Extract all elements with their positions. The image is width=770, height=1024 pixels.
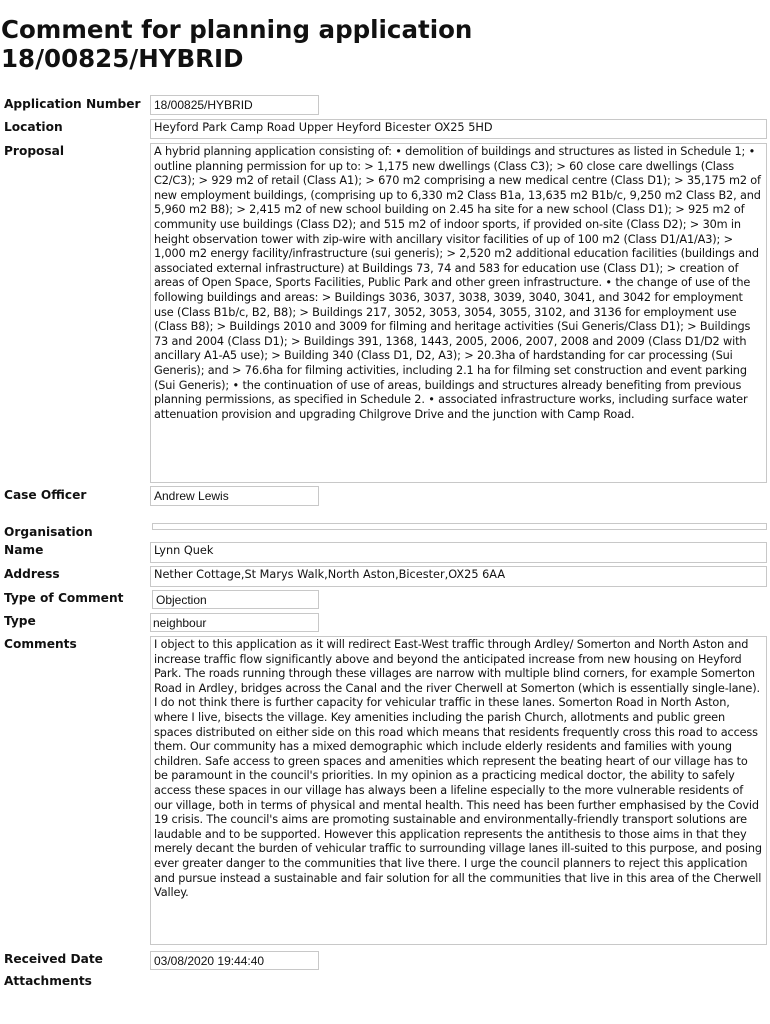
proposal-field: A hybrid planning application consisting of: • demolition of buildings and structures as listed in Schedule 1; • outline planning permission for up to: > 1,175 new dwellings (Class C3); > 60 close care dwellings (Class C2/C3); > 929 m2 of retail (Class A1); > 670 m2 comprising a new medical centre (Class D1); > 35,175 m2 of new employment buildings, (comprising up to 6,330 m2 Class B1a, 13,635 m2 B1b/c, 9,250 m2 Class B2, and 5,960 m2 B8); > 2,415 m2 of new school building on 2.45 ha site for a new school (Class D1); > 925 m2 of community use buildings (Class D2); and 515 m2 of indoor sports, if provided on-site (Class D2); > 30m in height observation tower with zip-wire with ancillary visitor facilities of up of 100 m2 (Class D1/A1/A3); > 1,000 m2 energy facility/infrastructure (sui generis); > 2,520 m2 additional education facilities (buildings and associated external infrastructure) at Buildings 73, 74 and 583 for education use (Class D1); > creation of areas of Open Space, Sports Facilities, Public Park and other green infrastructure. • the change of use of the following buildings and areas: > Buildings 3036, 3037, 3038, 3039, 3040, 3041, and 3042 for employment use (Class B1b/c, B2, B8); > Buildings 217, 3052, 3053, 3054, 3055, 3102, and 3136 for employment use (Class B8); > Buildings 2010 and 3009 for filming and heritage activities (Sui Generis/Class D1); > Buildings 73 and 2004 (Class D1); > Buildings 391, 1368, 1443, 2005, 2006, 2007, 2008 and 2009 (Class D1/D2 with ancillary A1-A5 use); > Building 340 (Class D1, D2, A3); > 20.3ha of hardstanding for car processing (Sui Generis); and > 76.6ha for filming activities, including 2.1 ha for filming set construction and event parking (Sui Generis); • the continuation of use of areas, buildings and structures already benefiting from previous planning permissions, as specified in Schedule 2. • associated infrastructure works, including surface water attenuation provision and upgrading Chilgrove Drive and the junction with Camp Road. (150, 143, 767, 483)
comments-field: I object to this application as it will redirect East-West traffic through Ardley/ Somerton and North Aston and increase traffic flow significantly above and beyond the anticipated increase from new housing on Heyford Park. The roads running through these villages are narrow with multiple blind corners, for example Somerton Road in Ardley, bridges across the Canal and the river Cherwell at Somerton (which is essentially single-lane). I do not think there is further capacity for vehicular traffic in these lanes. Somerton Road in North Aston, where I live, bisects the village. Key amenities including the parish Church, allotments and public green spaces distributed on either side on this road which means that residents frequently cross this road to access them. Our community has a mixed demographic which include elderly residents and families with young children. Safe access to green spaces and amenities which represent the beating heart of our village has to be paramount in the council's priorities. In my opinion as a practicing medical doctor, the ability to safely access these spaces in our village has always been a lifeline especially to the more vulnerable residents of our village, both in terms of physical and mental health. This need has been further emphasised by the Covid 19 crisis. The council's aims are promoting sustainable and environmentally-friendly transport solutions are laudable and to be supported. However this application represents the antithesis to those aims in that they merely decant the burden of vehicular traffic to surrounding village lanes ill-suited to this purpose, and posing ever greater danger to the communities that live there. I urge the council planners to reject this application and pursue instead a sustainable and fair solution for all the communities that live in this area of the Cherwell Valley. (150, 636, 767, 945)
received-date-label: Received Date (4, 952, 103, 966)
page-title (1, 15, 472, 73)
name-label: Name (4, 543, 44, 557)
location-field: Heyford Park Camp Road Upper Heyford Bicester OX25 5HD (150, 119, 767, 139)
type-field: neighbour (150, 613, 319, 632)
type-of-comment-field: Objection (152, 590, 319, 609)
type-label: Type (4, 614, 36, 628)
address-label: Address (4, 567, 60, 581)
case-officer-field: Andrew Lewis (150, 486, 319, 506)
address-field: Nether Cottage,St Marys Walk,North Aston,Bicester,OX25 6AA (150, 566, 767, 587)
received-date-field: 03/08/2020 19:44:40 (150, 951, 319, 970)
type-of-comment-label: Type of Comment (4, 591, 124, 605)
organisation-field (152, 523, 767, 530)
name-field: Lynn Quek (150, 542, 767, 563)
proposal-label: Proposal (4, 144, 65, 158)
organisation-label: Organisation (4, 525, 93, 539)
page-title-line-1: Comment for planning application (1, 15, 473, 44)
case-officer-label: Case Officer (4, 488, 87, 502)
page-title-line-2: 18/00825/HYBRID (1, 44, 244, 73)
attachments-label: Attachments (4, 974, 92, 988)
application-number-label: Application Number (4, 97, 141, 111)
comments-label: Comments (4, 637, 77, 651)
application-number-field: 18/00825/HYBRID (150, 95, 319, 115)
location-label: Location (4, 120, 63, 134)
